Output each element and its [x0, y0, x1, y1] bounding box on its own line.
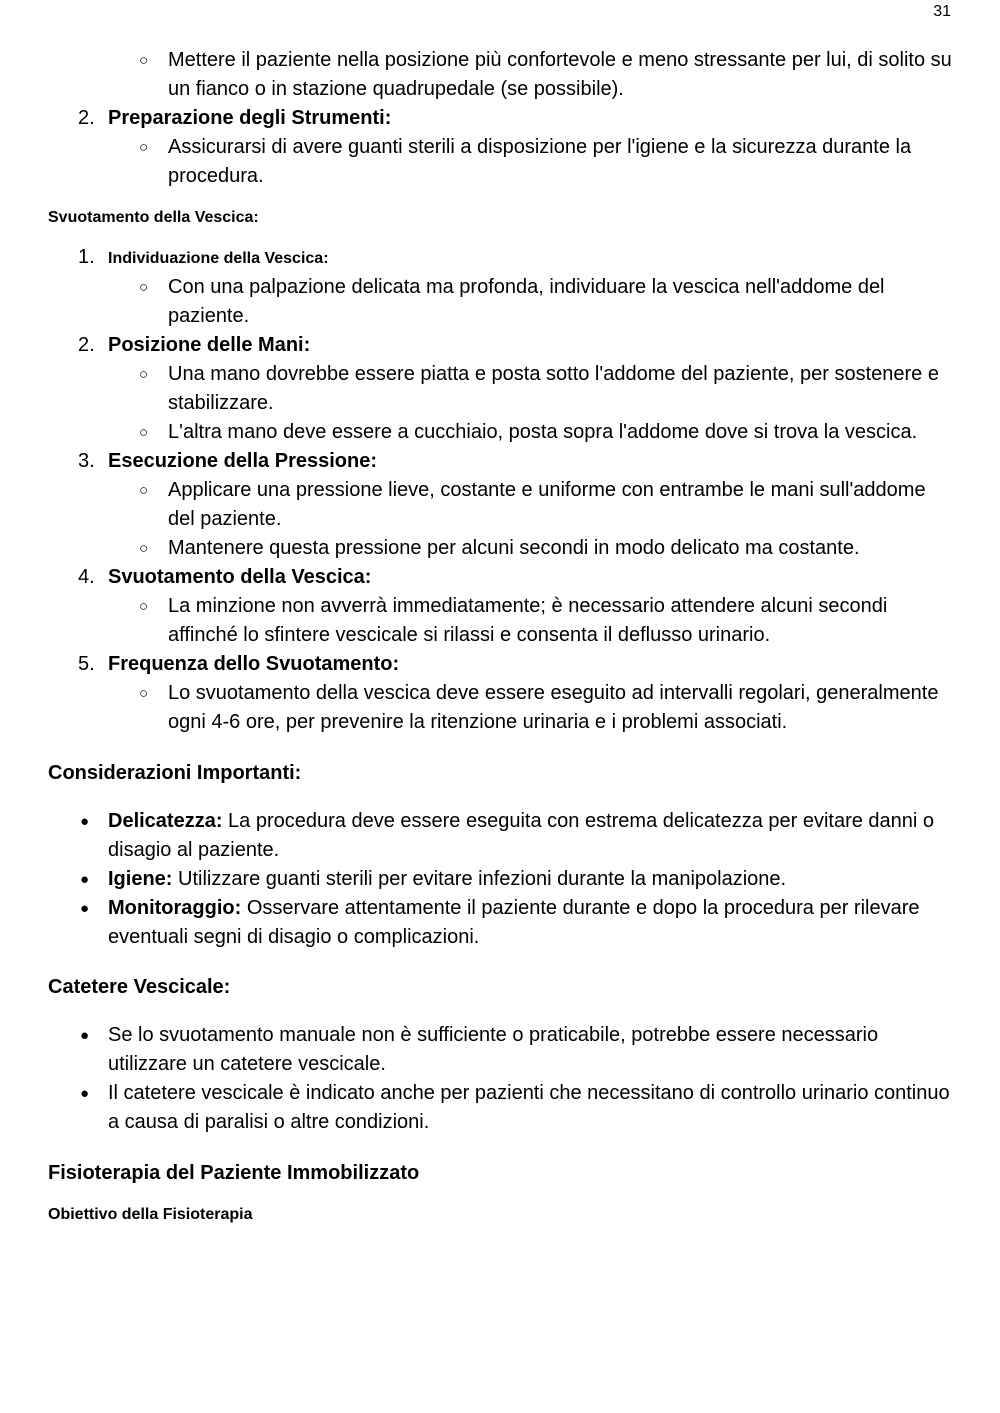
item-title: Preparazione degli Strumenti:	[108, 107, 392, 129]
item-number: 1.	[78, 246, 95, 268]
section-heading-fisioterapia: Fisioterapia del Paziente Immobilizzato	[48, 1162, 420, 1184]
list-item: ○ Con una palpazione delicata ma profonda, individuare la vescica nell'addome del paziente.	[0, 273, 1000, 331]
item-number: 3.	[78, 450, 95, 472]
list-item	[0, 447, 1000, 476]
list-item	[0, 331, 1000, 360]
list-item: ○ La minzione non avverrà immediatamente; è necessario attendere alcuni secondi affinché lo sfintere vescicale si rilassi e consenta il deflusso urinario.	[0, 592, 1000, 650]
section-heading-considerazioni: Considerazioni Importanti:	[48, 762, 302, 784]
list-item	[0, 894, 1000, 952]
intro-list	[0, 104, 1000, 133]
svuotamento-sublist-4	[0, 592, 1000, 650]
item-number: 4.	[78, 566, 95, 588]
item-label: Igiene:	[108, 868, 173, 890]
list-item	[0, 104, 1000, 133]
svuotamento-sublist-5	[0, 679, 1000, 737]
section-subheading-obiettivo: Obiettivo della Fisioterapia	[48, 1206, 253, 1223]
list-item: ● Se lo svuotamento manuale non è sufficiente o praticabile, potrebbe essere necessario utilizzare un catetere vescicale.	[0, 1021, 1000, 1079]
svuotamento-list-3	[0, 447, 1000, 476]
svuotamento-list-4	[0, 563, 1000, 592]
item-title: Posizione delle Mani:	[108, 334, 311, 356]
item-text: La procedura deve essere eseguita con estrema delicatezza per evitare danni o disagio al paziente.	[108, 810, 935, 861]
list-item: ○ Lo svuotamento della vescica deve essere eseguito ad intervalli regolari, generalmente ogni 4-6 ore, per prevenire la ritenzione urinaria e i problemi associati.	[0, 679, 1000, 737]
list-item: ○ Una mano dovrebbe essere piatta e posta sotto l'addome del paziente, per sostenere e stabilizzare.	[0, 360, 1000, 418]
list-item	[0, 563, 1000, 592]
svuotamento-sublist-2	[0, 360, 1000, 447]
svuotamento-list-5	[0, 650, 1000, 679]
item-text: Osservare attentamente il paziente durante e dopo la procedura per rilevare eventuali segni di disagio o complicazioni.	[108, 897, 920, 948]
item-number: 2.	[78, 107, 95, 129]
item-title: Individuazione della Vescica:	[108, 250, 329, 267]
item-label: Delicatezza:	[108, 810, 223, 832]
svuotamento-list-2	[0, 331, 1000, 360]
catetere-list	[0, 1021, 1000, 1137]
svuotamento-sublist-1	[0, 273, 1000, 331]
item-text: Utilizzare guanti sterili per evitare infezioni durante la manipolazione.	[172, 868, 787, 890]
list-item: ○ Assicurarsi di avere guanti sterili a disposizione per l'igiene e la sicurezza durante la procedura.	[0, 133, 1000, 191]
list-item	[0, 807, 1000, 865]
list-item	[0, 243, 1000, 273]
list-item: ○ L'altra mano deve essere a cucchiaio, posta sopra l'addome dove si trova la vescica.	[0, 418, 1000, 447]
item-label: Monitoraggio:	[108, 897, 242, 919]
list-item: ○ Mettere il paziente nella posizione più confortevole e meno stressante per lui, di solito su un fianco o in stazione quadrupedale (se possibile).	[0, 46, 1000, 104]
svuotamento-list	[0, 243, 1000, 273]
considerazioni-list	[0, 807, 1000, 952]
item-number: 2.	[78, 334, 95, 356]
section-heading-catetere: Catetere Vescicale:	[48, 976, 231, 998]
item-number: 5.	[78, 653, 95, 675]
list-item: ○ Applicare una pressione lieve, costante e uniforme con entrambe le mani sull'addome del paziente.	[0, 476, 1000, 534]
section-heading-svuotamento: Svuotamento della Vescica:	[48, 209, 259, 226]
list-item	[0, 865, 1000, 894]
page-content	[0, 46, 1000, 1224]
list-item: ○ Mantenere questa pressione per alcuni secondi in modo delicato ma costante.	[0, 534, 1000, 563]
item-title: Esecuzione della Pressione:	[108, 450, 377, 472]
item-title: Frequenza dello Svuotamento:	[108, 653, 400, 675]
page-number: 31	[933, 3, 951, 20]
list-item	[0, 650, 1000, 679]
svuotamento-sublist-3	[0, 476, 1000, 563]
item-title: Svuotamento della Vescica:	[108, 566, 372, 588]
intro-item2-sublist	[0, 133, 1000, 191]
list-item: ● Il catetere vescicale è indicato anche per pazienti che necessitano di controllo urinario continuo a causa di paralisi o altre condizioni.	[0, 1079, 1000, 1137]
intro-sublist	[0, 46, 1000, 104]
